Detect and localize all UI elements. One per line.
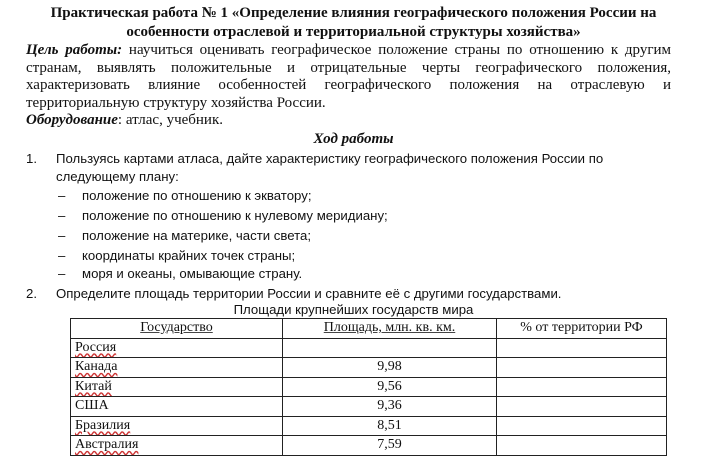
goal-text: научиться оценивать географическое положение страны по отношению к другим странам, выявлять положительные и отрицательные черты географического положения, характеризовать влияние особенностей географического положения на отраслевую и территориальную структуру хозяйства России. — [26, 42, 671, 111]
bullet-dash: – — [58, 266, 66, 281]
cell-country: США — [71, 397, 283, 417]
task-2-number: 2. — [26, 286, 37, 301]
table-header-row — [71, 319, 667, 339]
procedure-heading: Ход работы — [313, 131, 394, 147]
cell-area: 8,51 — [283, 416, 497, 436]
plan-item-coordinates: координаты крайних точек страны; — [82, 248, 296, 263]
cell-area: 9,36 — [283, 397, 497, 417]
plan-item-seas: моря и океаны, омывающие страну. — [82, 266, 303, 281]
cell-percent[interactable] — [497, 377, 667, 397]
plan-item-meridian: положение по отношению к нулевому меридиану; — [82, 208, 388, 223]
column-header-area: Площадь, млн. кв. км. — [283, 319, 497, 339]
goal-paragraph — [26, 42, 671, 112]
table-row — [71, 397, 667, 417]
plan-item-continent: положение на материке, части света; — [82, 228, 312, 243]
bullet-dash: – — [58, 188, 66, 203]
plan-item-equator: положение по отношению к экватору; — [82, 188, 312, 203]
column-header-percent: % от территории РФ — [497, 319, 667, 339]
cell-country: Канада — [71, 358, 283, 378]
task-2-text: Определите площадь территории России и сравните её с другими государствами. — [56, 286, 562, 301]
bullet-dash: – — [58, 248, 66, 263]
column-header-country: Государство — [71, 319, 283, 339]
cell-country: Австралия — [71, 436, 283, 456]
bullet-dash: – — [58, 208, 66, 223]
equipment-label: Оборудование — [26, 112, 118, 128]
task-1-text-line-1: Пользуясь картами атласа, дайте характеристику географического положения России по — [56, 151, 604, 166]
table-row — [71, 358, 667, 378]
area-table — [70, 318, 667, 456]
cell-percent[interactable] — [497, 416, 667, 436]
cell-percent[interactable] — [497, 397, 667, 417]
goal-label: Цель работы: — [26, 42, 123, 58]
cell-country: Россия — [71, 338, 283, 358]
cell-area: 9,98 — [283, 358, 497, 378]
cell-percent[interactable] — [497, 358, 667, 378]
bullet-dash: – — [58, 228, 66, 243]
equipment-paragraph — [26, 112, 671, 130]
cell-percent[interactable] — [497, 436, 667, 456]
cell-area[interactable] — [283, 338, 497, 358]
table-caption: Площади крупнейших государств мира — [233, 302, 474, 317]
table-row — [71, 416, 667, 436]
cell-country: Бразилия — [71, 416, 283, 436]
table-row — [71, 436, 667, 456]
table-row — [71, 377, 667, 397]
page-title-line-1: Практическая работа № 1 «Определение влияния географического положения России на — [50, 5, 657, 21]
cell-area: 9,56 — [283, 377, 497, 397]
task-1-number: 1. — [26, 151, 37, 166]
page-title-line-2: особенности отраслевой и территориальной структуры хозяйства» — [126, 24, 581, 40]
cell-percent[interactable] — [497, 338, 667, 358]
task-1-text-line-2: следующему плану: — [56, 169, 179, 184]
cell-area: 7,59 — [283, 436, 497, 456]
equipment-text: : атлас, учебник. — [117, 112, 224, 128]
table-row — [71, 338, 667, 358]
cell-country: Китай — [71, 377, 283, 397]
